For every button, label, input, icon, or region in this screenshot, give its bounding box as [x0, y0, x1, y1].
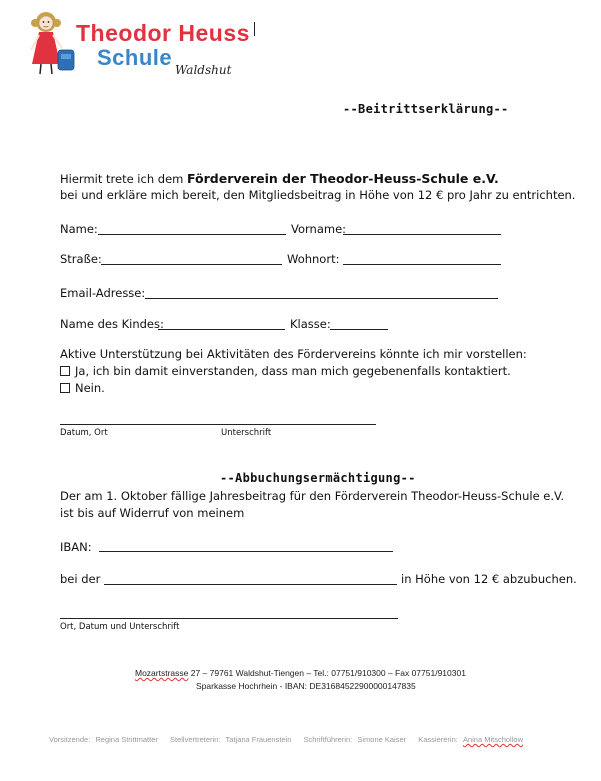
- logo-subtitle: Schule: [97, 45, 173, 70]
- footer-chair-label: Vorsitzende:: [49, 735, 91, 744]
- support-yes-option[interactable]: [60, 364, 511, 378]
- bank-details: Sparkasse Hochrhein - IBAN: DE31684522900000147835: [196, 681, 416, 691]
- signature-line-1[interactable]: [60, 424, 376, 425]
- support-no-label: Nein.: [75, 381, 105, 395]
- logo-title: Theodor Heuss: [76, 20, 250, 46]
- signature-date-place-label: Datum, Ort: [60, 428, 108, 438]
- klasse-input-line[interactable]: [330, 329, 388, 330]
- debit-heading: --Abbuchungsermächtigung--: [220, 471, 416, 485]
- signature-2-label: Ort, Datum und Unterschrift: [60, 622, 180, 632]
- footer-treasurer-label: Kassiererin:: [418, 735, 458, 744]
- email-label: Email-Adresse:: [60, 286, 146, 300]
- strasse-input-line[interactable]: [101, 264, 282, 265]
- child-name-input-line[interactable]: [158, 329, 285, 330]
- wohnort-label: Wohnort:: [287, 252, 340, 266]
- girl-with-schoolbag-icon: [20, 8, 82, 80]
- support-no-option[interactable]: [60, 381, 105, 395]
- footer-treasurer: Anina Mitschollow: [462, 735, 523, 744]
- debit-line-1: Der am 1. Oktober fällige Jahresbeitrag für den Förderverein Theodor-Heuss-Schule e.V.: [60, 489, 565, 503]
- organization-name: Förderverein der Theodor-Heuss-Schule e.V.: [187, 171, 499, 186]
- logo-town: Waldshut: [175, 63, 232, 77]
- wohnort-input-line[interactable]: [343, 264, 501, 265]
- intro-prefix: Hiermit trete ich dem: [60, 172, 187, 186]
- intro-line-1: [60, 171, 499, 186]
- footer-deputy-label: Stellvertreterin:: [170, 735, 221, 744]
- address-street: Mozartstrasse: [135, 668, 189, 678]
- bank-prefix: bei der: [60, 572, 101, 586]
- name-label: Name:: [60, 222, 98, 236]
- footer: [49, 735, 523, 744]
- footer-deputy: Tatjana Frauenstein: [225, 735, 292, 744]
- address-line: [135, 668, 466, 678]
- footer-chair: Regina Strittmatter: [95, 735, 158, 744]
- bank-suffix: in Höhe von 12 € abzubuchen.: [401, 572, 577, 586]
- text-cursor: [254, 22, 255, 36]
- bank-input-line[interactable]: [104, 584, 397, 585]
- intro-line-2: bei und erkläre mich bereit, den Mitgliedsbeitrag in Höhe von 12 € pro Jahr zu entrichten.: [60, 188, 576, 202]
- vorname-input-line[interactable]: [343, 234, 501, 235]
- footer-secretary-label: Schriftführerin:: [303, 735, 353, 744]
- vorname-label: Vorname:: [291, 222, 347, 236]
- signature-label: Unterschrift: [221, 428, 272, 438]
- child-name-label: Name des Kindes:: [60, 317, 164, 331]
- iban-input-line[interactable]: [99, 551, 393, 552]
- email-input-line[interactable]: [145, 298, 498, 299]
- support-question: Aktive Unterstützung bei Aktivitäten des Fördervereins könnte ich mir vorstellen:: [60, 347, 527, 361]
- iban-label: IBAN:: [60, 540, 92, 554]
- footer-secretary: Simone Kaiser: [357, 735, 407, 744]
- signature-line-2[interactable]: [60, 618, 398, 619]
- form-heading: --Beitrittserklärung--: [343, 102, 509, 116]
- strasse-label: Straße:: [60, 252, 102, 266]
- debit-line-2: ist bis auf Widerruf von meinem: [60, 506, 245, 520]
- address-rest: 27 – 79761 Waldshut-Tiengen – Tel.: 07751/910300 – Fax 07751/910301: [188, 668, 466, 678]
- yes-checkbox[interactable]: [60, 366, 70, 376]
- support-yes-label: Ja, ich bin damit einverstanden, dass man mich gegebenenfalls kontaktiert.: [75, 364, 511, 378]
- klasse-label: Klasse:: [290, 317, 331, 331]
- name-input-line[interactable]: [98, 234, 286, 235]
- no-checkbox[interactable]: [60, 383, 70, 393]
